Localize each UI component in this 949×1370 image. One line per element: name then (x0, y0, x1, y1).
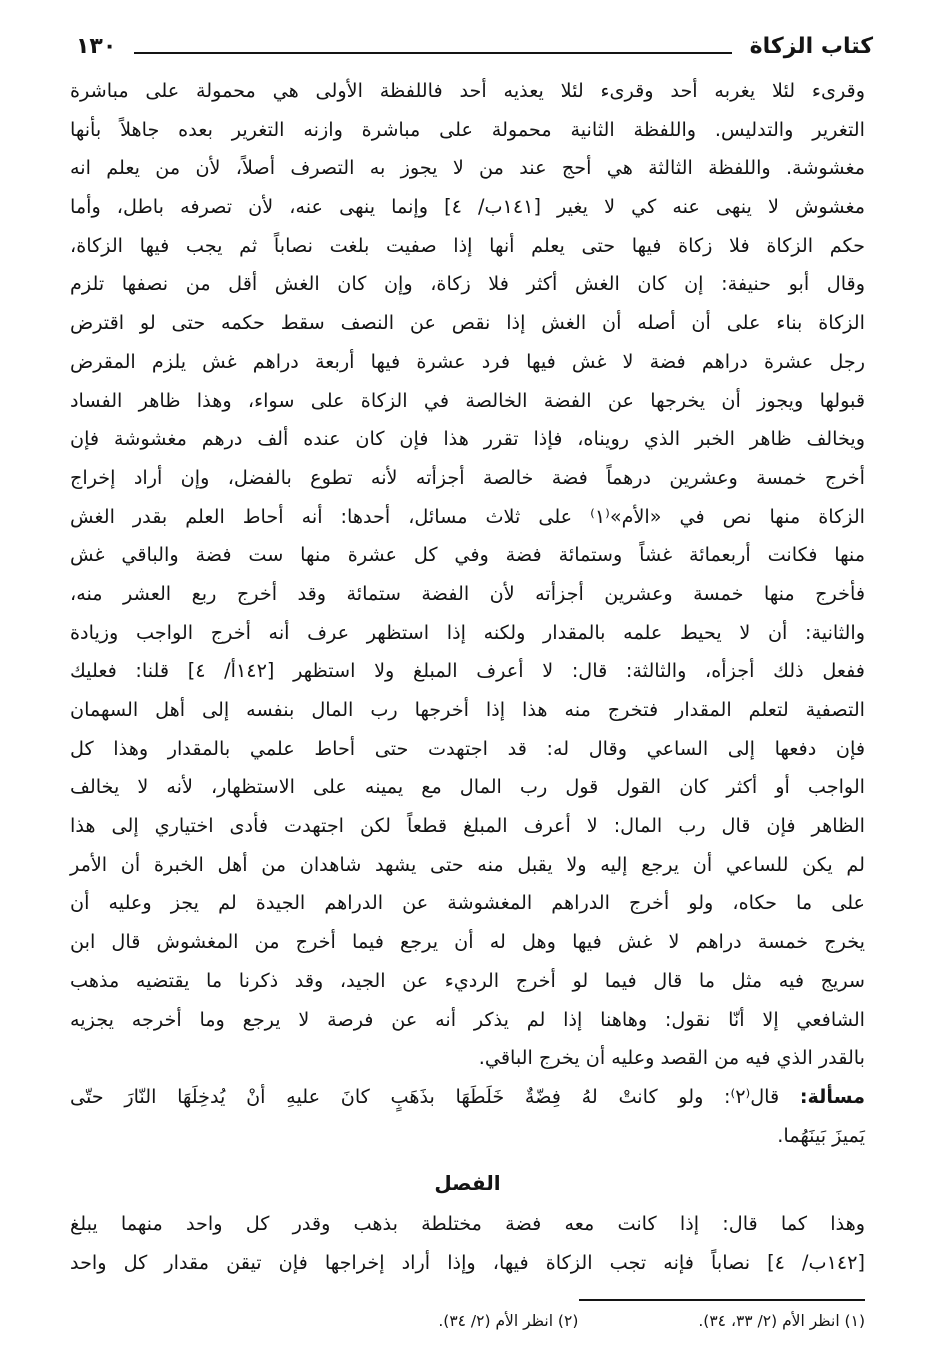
footnotes (260, 1312, 865, 1330)
text-line: فأخرج منها خمسة وعشرين أجزأته لأن الفضة ستمائة وقد أخرج ربع العشر منه، (70, 581, 865, 605)
text-line: مغشوش لا ينهى عنه كي لا يغير [١٤١ب/ ٤] وإنما ينهى عنه، لأن تصرفه باطل، وأما (70, 195, 865, 219)
text-line: ففعل ذلك أجزأه، والثالثة: قال: لا أعرف المبلغ ولا استظهر [١٤٢أ/ ٤] قلنا: فعليك (70, 659, 865, 683)
masala-line (70, 1078, 865, 1117)
running-title: كتاب الزكاة (749, 33, 873, 59)
text-line: الواجب أو أكثر كان القول قول رب المال مع يمينه على الاستظهار، لأنه لا يخالف (70, 775, 865, 799)
text-line: الزكاة بناء على أن أصله أن الغش إذا نقص عن النصف سقط حكمه حتى لو اقترض (70, 311, 865, 335)
body-text (70, 72, 865, 1283)
text-line: يخرج خمسة دراهم لا غش فيها وهل له أن يرجع فيما أخرج من المغشوش قال ابن (70, 930, 865, 954)
header-rule (134, 52, 731, 54)
text-line: رجل عشرة دراهم فضة لا غش فيها فرد عشرة فيها أربعة دراهم غش يلزم المقرض (70, 349, 865, 373)
text-line: أخرج خمسة وعشرين درهماً فضة خالصة أجزأته لأنه تطوع بالفضل، وإن أراد إخراج (70, 465, 865, 489)
page-header (76, 28, 873, 64)
masala-text: قال⁽٢⁾: ولو كانتْ لهُ فِضّةٌ خَلَطَهَا بذَهَبٍ كانَ عليهِ أنْ يُدخِلَهَا النّارَ حتّى (70, 1084, 780, 1108)
text-line: والثانية: أن لا يحيط علمه بالمقدار ولكنه إذا استظهر عرف أنه أخرج الواجب وزيادة (70, 620, 865, 644)
text-line: ويخالف ظاهر الخبر الذي رويناه، فإذا تقرر هذا فإن كان عنده ألف درهم مغشوشة فإن (70, 427, 865, 451)
masala-continuation: يَميزَ بَينَهُما. (777, 1123, 865, 1147)
text-line: التصفية لتعلم المقدار فتخرج منه هذا إذا أخرجها رب المال بنفسه إلى أهل السهمان (70, 698, 865, 721)
text-line: على ما حكاه، ولو أخرج الدراهم المغشوشة عن الدراهم الجيدة لم يجز وعليه أن (70, 891, 865, 915)
text-line: بالقدر الذي فيه من القصد وعليه أن يخرج الباقي. (478, 1046, 865, 1070)
text-line: التغرير والتدليس. واللفظة الثانية محمولة على مباشرة وازنه التغرير بعده جاهلاً بأنها (70, 117, 865, 141)
text-line: مغشوشة. واللفظة الثالثة هي أحج عند من لا يجوز به التصرف أصلاً، لأن من يعلم انه (70, 156, 865, 180)
text-line: لم يكن للساعي أن يرجع إليه ولا يقبل منه حتى يشهد شاهدان من أهل الخبرة أن الأمر (70, 852, 865, 876)
text-line: منها فكانت أربعمائة غشاً وستمائة فضة وفي كل عشرة منها ست فضة والباقي غش (70, 543, 865, 567)
page-number: ١٣٠ (76, 33, 117, 59)
text-line: وقال أبو حنيفة: إن كان الغش أكثر فلا زكاة، وإن كان الغش أقل من نصفها تلزم (70, 272, 865, 296)
section-line: [١٤٢ب/ ٤] نصاباً فإنه تجب الزكاة فيها، وإذا أراد إخراجها فإن تيقن مقدار كل واحد (70, 1250, 865, 1274)
text-line: الشافعي إلا أنّا نقول: وهاهنا إذا لم يذكر أنه عن فرصة لا يرجع وما أخرجه يجزيه (70, 1007, 865, 1031)
footnote-1: (١) انظر الأم (٢/ ٣٣، ٣٤). (698, 1312, 865, 1330)
text-line: وقرىء لئلا يغربه أحد وقرىء لئلا يعذيه أحد فاللفظة الأولى هي محمولة على مباشرة (70, 79, 865, 102)
section-line: وهذا كما قال: إذا كانت معه فضة مختلطة بذهب وقدر كل واحد منهما يبلغ (70, 1212, 865, 1236)
masala-label: مسألة: (799, 1084, 865, 1108)
text-line: حكم الزكاة فلا زكاة فيها حتى يعلم أنها إذا صفيت بلغت نصاباً ثم يجب فيها الزكاة، (70, 233, 865, 257)
section-heading: الفصل (434, 1171, 501, 1196)
text-line: فإن دفعها إلى الساعي وقال له: قد اجتهدت حتى أحاط علمي بالمقدار وهذا كل (70, 736, 865, 760)
text-line: قبولها ويجوز أن يخرجها عن الفضة الخالصة في الزكاة على سواء، وهذا ظاهر الفساد (70, 388, 865, 412)
footnote-2: (٢) انظر الأم (٢/ ٣٤). (438, 1312, 579, 1330)
text-line: الظاهر فإن قال رب المال: لا أعرف المبلغ قطعاً لكن اجتهدت فأدى اختياري إلى هذا (70, 814, 865, 838)
footnote-rule (579, 1299, 865, 1301)
text-line: الزكاة منها نص في «الأم»⁽١⁾ على ثلاث مسائل، أحدها: أنه أحاط العلم بقدر الغش (70, 504, 866, 528)
text-line: سريج فيه مثل ما قال فيما لو أخرج الرديء عن الجيد، وقد ذكرنا ما يقتضيه مذهب (70, 968, 865, 992)
